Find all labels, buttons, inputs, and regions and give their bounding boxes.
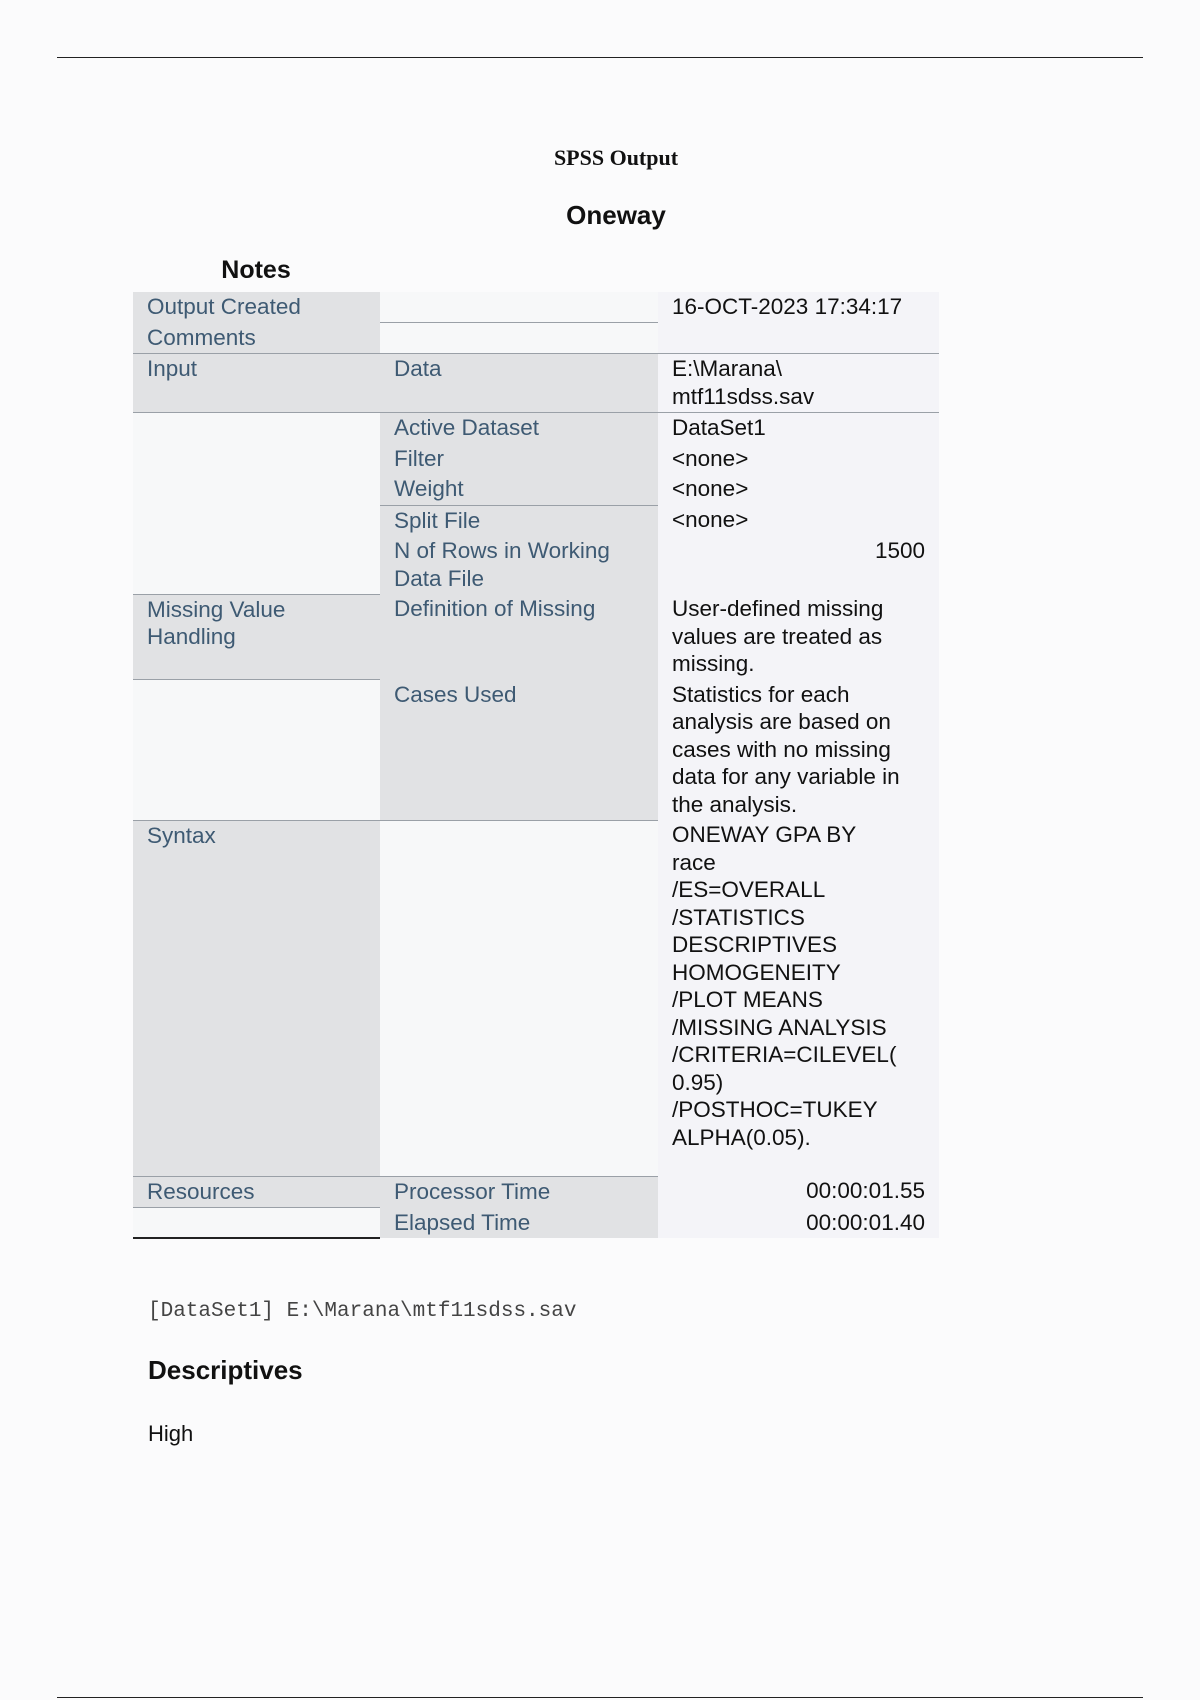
syntax-line: ONEWAY GPA BY — [672, 822, 857, 847]
syntax-line: /PLOT MEANS — [672, 987, 823, 1012]
syntax-line: /MISSING ANALYSIS — [672, 1014, 887, 1040]
table-row — [133, 1208, 939, 1239]
table-row — [133, 354, 939, 413]
procedure-title: Oneway — [566, 200, 666, 230]
dataset-line: [DataSet1] E:\Marana\mtf11sdss.sav — [148, 1300, 577, 1323]
definition-value: User-defined missing values are treated as missing. — [658, 594, 939, 680]
resources-label: Resources — [133, 1176, 380, 1208]
comments-empty — [380, 323, 658, 354]
n-rows-label: N of Rows in Working Data File — [380, 536, 658, 594]
filter-value: <none> — [658, 444, 939, 475]
processor-time-value: 00:00:01.55 — [658, 1176, 939, 1208]
active-dataset-value: DataSet1 — [658, 413, 939, 444]
notes-table — [133, 292, 939, 1239]
table-row — [133, 594, 939, 680]
output-created-value: 16-OCT-2023 17:34:17 — [658, 292, 939, 354]
syntax-line: HOMOGENEITY — [672, 959, 841, 985]
filter-label: Filter — [380, 444, 658, 475]
n-rows-value: 1500 — [658, 536, 939, 594]
syntax-empty — [380, 820, 658, 1176]
syntax-line: /STATISTICS — [672, 904, 805, 930]
bottom-rule — [57, 1697, 1143, 1698]
split-file-value: <none> — [658, 505, 939, 536]
data-value: E:\Marana\ mtf11sdss.sav — [658, 354, 939, 413]
table-row — [133, 292, 939, 323]
weight-label: Weight — [380, 474, 658, 505]
output-created-label: Output Created — [133, 292, 380, 323]
cases-used-label: Cases Used — [380, 680, 658, 821]
data-label: Data — [380, 354, 658, 413]
syntax-line: /ES=OVERALL — [672, 877, 826, 902]
table-row — [133, 413, 939, 444]
missing-label: Missing Value Handling — [133, 594, 380, 680]
cases-used-value: Statistics for each analysis are based on cases with no missing data for any variable in the analysis. — [658, 680, 939, 821]
top-rule — [57, 57, 1143, 58]
resources-empty — [133, 1208, 380, 1239]
missing-empty — [133, 680, 380, 821]
syntax-line: /CRITERIA=CILEVEL( — [672, 1042, 897, 1067]
input-empty — [133, 413, 380, 595]
elapsed-time-value: 00:00:01.40 — [658, 1208, 939, 1239]
descriptives-subtitle: High — [148, 1421, 194, 1446]
table-row — [133, 820, 939, 1176]
descriptives-title: Descriptives — [148, 1355, 303, 1385]
syntax-line: 0.95) — [672, 1069, 724, 1095]
syntax-line: ALPHA(0.05). — [672, 1124, 811, 1150]
comments-label: Comments — [133, 323, 380, 354]
definition-label: Definition of Missing — [380, 594, 658, 680]
input-label: Input — [133, 354, 380, 413]
notes-title: Notes — [221, 256, 291, 284]
weight-value: <none> — [658, 474, 939, 505]
active-dataset-label: Active Dataset — [380, 413, 658, 444]
syntax-label: Syntax — [133, 820, 380, 1176]
table-row — [133, 1176, 939, 1208]
processor-time-label: Processor Time — [380, 1176, 658, 1208]
table-row — [133, 680, 939, 821]
document-title: SPSS Output — [553, 145, 679, 170]
split-file-label: Split File — [380, 505, 658, 536]
syntax-line: /POSTHOC=TUKEY — [672, 1097, 878, 1122]
elapsed-time-label: Elapsed Time — [380, 1208, 658, 1239]
syntax-value — [658, 820, 939, 1176]
syntax-line: DESCRIPTIVES — [672, 932, 838, 957]
syntax-line: race — [672, 849, 716, 875]
output-created-empty — [380, 292, 658, 323]
